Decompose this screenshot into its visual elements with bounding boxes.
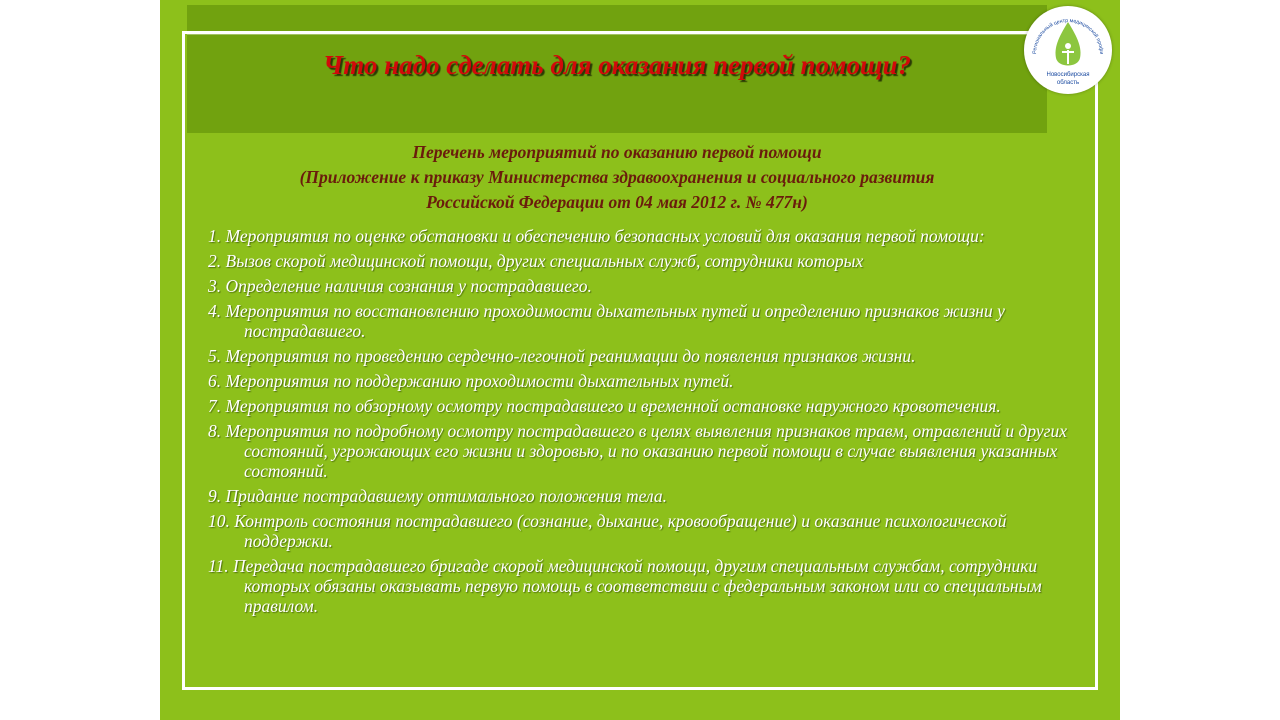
subtitle [187, 140, 1047, 215]
subtitle-line: Российской Федерации от 04 мая 2012 г. № 477н) [426, 192, 808, 212]
subtitle-line: Перечень мероприятий по оказанию первой помощи [412, 142, 822, 162]
list-item: 9. Придание пострадавшему оптимального положения тела. [208, 486, 667, 506]
list-item: 8. Мероприятия по подробному осмотру пострадавшего в целях выявления признаков травм, отравлений и других состояний, угрожающих его жизни и здоровью, и по оказанию первой помощи в случае выявления указанных состояний. [208, 421, 1068, 481]
logo-arc-text: Региональный центр медицинской профи [1031, 17, 1105, 55]
list-item: 1. Мероприятия по оценке обстановки и обеспечению безопасных условий для оказания первой помощи: [208, 226, 985, 246]
measures-list [208, 226, 1088, 621]
list-item: 2. Вызов скорой медицинской помощи, других специальных служб, сотрудники которых [208, 251, 864, 271]
list-item: 5. Мероприятия по проведению сердечно-легочной реанимации до появления признаков жизни. [208, 346, 916, 366]
svg-text:область: область [1056, 80, 1080, 86]
list-item: 3. Определение наличия сознания у пострадавшего. [208, 276, 592, 296]
svg-text:Новосибирская: Новосибирская [1046, 72, 1090, 78]
subtitle-line: (Приложение к приказу Министерства здравоохранения и социального развития [299, 167, 935, 187]
list-item: 4. Мероприятия по восстановлению проходимости дыхательных путей и определению признаков жизни у пострадавшего. [208, 301, 1005, 341]
list-item: 6. Мероприятия по поддержанию проходимости дыхательных путей. [208, 371, 734, 391]
list-item: 11. Передача пострадавшего бригаде скорой медицинской помощи, другим специальным службам, сотрудники которых обязаны оказывать первую помощь в соответствии с федеральным законом или со специальным правилом. [208, 556, 1042, 616]
list-item: 7. Мероприятия по обзорному осмотру пострадавшего и временной остановке наружного кровотечения. [208, 396, 1001, 416]
leaf-logo-icon [1024, 6, 1112, 94]
logo [1024, 6, 1112, 94]
slide-title: Что надо сделать для оказания первой помощи? [323, 50, 911, 80]
slide [160, 0, 1120, 720]
list-item: 10. Контроль состояния пострадавшего (сознание, дыхание, кровообращение) и оказание психологической поддержки. [208, 511, 1007, 551]
